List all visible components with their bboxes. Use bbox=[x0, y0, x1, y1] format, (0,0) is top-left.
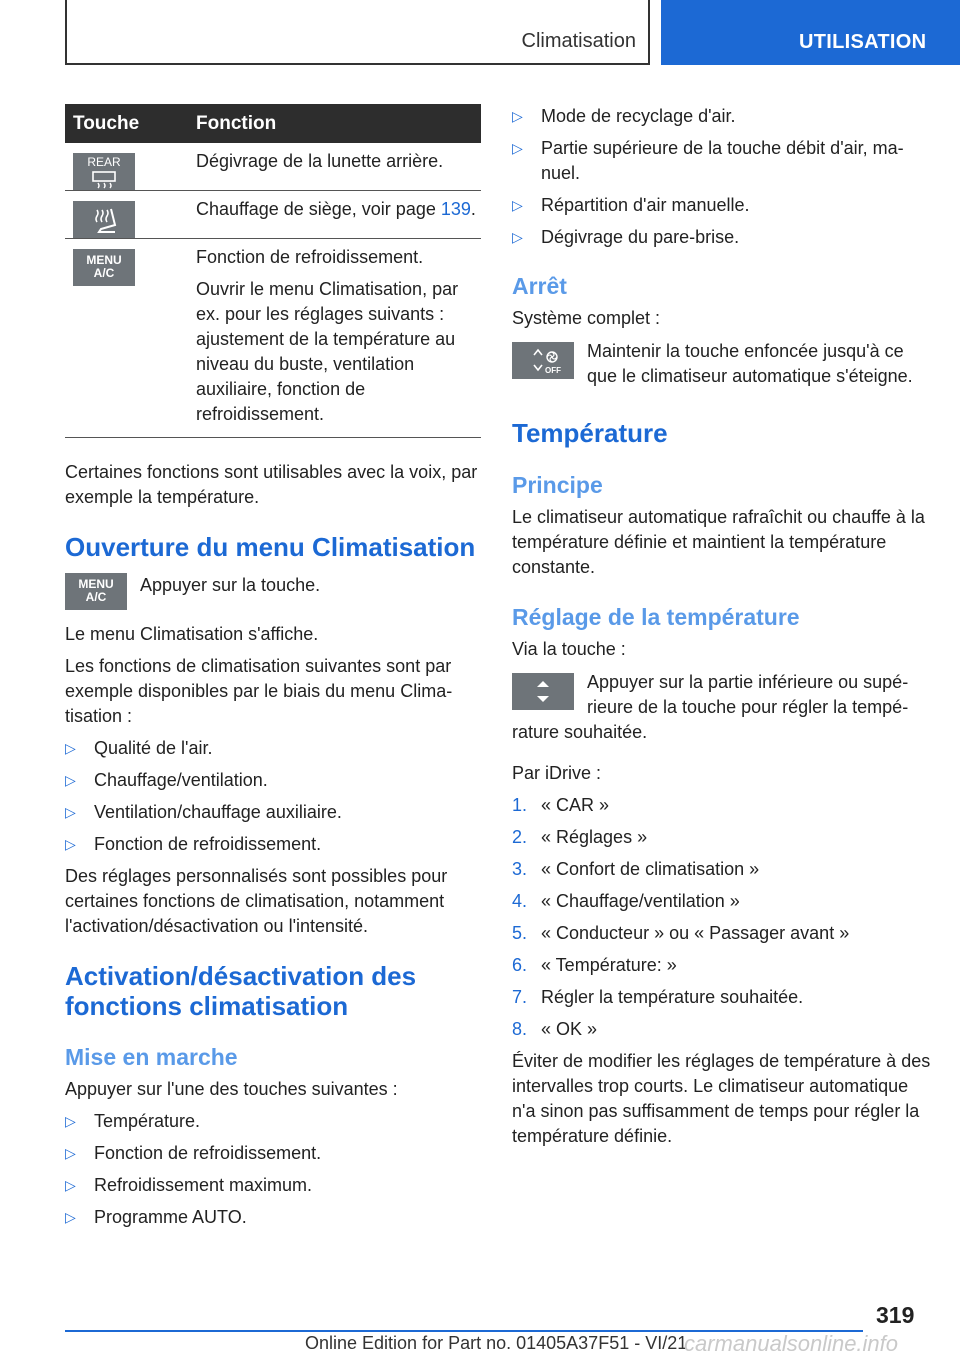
key-label: A/C bbox=[85, 590, 107, 604]
triangle-bullet-icon: ▷ bbox=[512, 197, 523, 213]
triangle-bullet-icon: ▷ bbox=[512, 108, 523, 124]
edition-note: Online Edition for Part no. 01405A37F51 - VI/21 bbox=[305, 1333, 688, 1353]
step-number: 2. bbox=[512, 827, 528, 847]
heading-switch-on: Mise en marche bbox=[65, 1044, 238, 1070]
list-item: 5. « Conducteur » ou « Passager avant » bbox=[512, 921, 932, 946]
voice-note: Certaines fonctions sont utilisables avec la voix, par exemple la température. bbox=[65, 462, 478, 507]
open-menu-text: Appuyer sur la touche. bbox=[140, 575, 321, 595]
table-header-row bbox=[65, 104, 481, 143]
triangle-bullet-icon: ▷ bbox=[65, 1209, 76, 1225]
switch-on-list bbox=[65, 1109, 481, 1230]
avoid-frequent-changes-text: Éviter de modifier les réglages de température à des intervalles trop courts. Le climatiseur automatique n'a sinon pas suffisamment de temps pour régler la température définie. bbox=[512, 1051, 931, 1146]
list-item: 8. « OK » bbox=[512, 1017, 932, 1042]
triangle-bullet-icon: ▷ bbox=[65, 772, 76, 788]
principle-text: Le climatiseur automatique rafraîchit ou chauffe à la température définie et maintient la température constante. bbox=[512, 507, 925, 577]
list-item: ▷ Répartition d'air manuelle. bbox=[512, 193, 932, 218]
heading-temperature-setting: Réglage de la température bbox=[512, 604, 800, 630]
list-item: ▷ Mode de recyclage d'air. bbox=[512, 104, 932, 129]
fan-off-icon bbox=[512, 342, 574, 379]
list-item: ▷ Qualité de l'air. bbox=[65, 736, 481, 761]
page-number: 319 bbox=[876, 1302, 915, 1328]
function-text: Chauffage de siège, voir page 139. bbox=[196, 199, 476, 219]
list-item: ▷ Température. bbox=[65, 1109, 481, 1134]
function-text: Dégivrage de la lunette arrière. bbox=[196, 151, 444, 171]
switch-on-list-continued bbox=[512, 104, 932, 250]
heading-open-menu: Ouverture du menu Climatisation bbox=[65, 532, 476, 562]
table-row bbox=[65, 191, 481, 239]
running-header-chapter bbox=[661, 0, 960, 65]
switch-off-instruction bbox=[512, 339, 932, 389]
open-menu-instruction bbox=[65, 573, 481, 614]
heading-activation: Activation/désactivation des fonctions climatisation bbox=[65, 961, 417, 1021]
triangle-bullet-icon: ▷ bbox=[65, 740, 76, 756]
step-number: 5. bbox=[512, 923, 528, 943]
step-number: 4. bbox=[512, 891, 528, 911]
key-label: MENU bbox=[78, 577, 114, 591]
via-idrive-text: Par iDrive : bbox=[512, 763, 602, 783]
key-label: MENU bbox=[86, 253, 122, 267]
functions-intro: Les fonctions de climatisation suivantes sont par exemple disponibles par le biais du menu Climatisation : bbox=[65, 656, 453, 726]
watermark: carmanualsonline.info bbox=[684, 1331, 899, 1356]
menu-shown-text: Le menu Climatisation s'affiche. bbox=[65, 624, 319, 644]
list-item: 1. « CAR » bbox=[512, 793, 932, 818]
table-row bbox=[65, 143, 481, 191]
triangle-bullet-icon: ▷ bbox=[65, 804, 76, 820]
list-item: ▷ Dégivrage du pare-brise. bbox=[512, 225, 932, 250]
list-item: 2. « Réglages » bbox=[512, 825, 932, 850]
running-header-section bbox=[65, 0, 650, 65]
key-label: A/C bbox=[93, 266, 115, 280]
list-item: 7. Régler la température souhaitée. bbox=[512, 985, 932, 1010]
temperature-key-instruction bbox=[512, 670, 932, 745]
switch-on-intro: Appuyer sur l'une des touches suivantes : bbox=[65, 1079, 398, 1099]
triangle-bullet-icon: ▷ bbox=[65, 1145, 76, 1161]
switch-off-intro: Système complet : bbox=[512, 308, 661, 328]
triangle-bullet-icon: ▷ bbox=[65, 836, 76, 852]
step-number: 6. bbox=[512, 955, 528, 975]
list-item: ▷ Chauffage/ventilation. bbox=[65, 768, 481, 793]
list-item: ▷ Partie supérieure de la touche débit d'air, manuel. bbox=[512, 138, 904, 183]
section-title: Climatisation bbox=[521, 30, 636, 52]
column-header-function: Fonction bbox=[188, 104, 481, 143]
list-item: 4. « Chauffage/ventilation » bbox=[512, 889, 932, 914]
list-item: ▷ Fonction de refroidissement. bbox=[65, 1141, 481, 1166]
triangle-bullet-icon: ▷ bbox=[65, 1177, 76, 1193]
switch-off-text: Maintenir la touche enfoncée jusqu'à ce que le climatiseur automatique s'éteigne. bbox=[587, 341, 913, 386]
list-item: ▷ Fonction de refroidissement. bbox=[65, 832, 481, 857]
page-link[interactable]: 139 bbox=[440, 199, 471, 219]
step-number: 7. bbox=[512, 987, 528, 1007]
heading-principle: Principe bbox=[512, 472, 603, 498]
chapter-title: UTILISATION bbox=[799, 31, 927, 53]
seat-heating-icon bbox=[73, 201, 135, 238]
key-label: OFF bbox=[545, 366, 561, 375]
step-number: 8. bbox=[512, 1019, 528, 1039]
list-item: 3. « Confort de climatisation » bbox=[512, 857, 932, 882]
function-text: Fonction de refroidissement. bbox=[196, 247, 424, 267]
heading-temperature: Température bbox=[512, 418, 668, 448]
left-column bbox=[65, 104, 481, 1230]
list-item: ▷ Ventilation/chauffage auxiliaire. bbox=[65, 800, 481, 825]
column-header-key: Touche bbox=[65, 104, 188, 143]
step-number: 3. bbox=[512, 859, 528, 879]
via-key-text: Via la touche : bbox=[512, 639, 626, 659]
triangle-bullet-icon: ▷ bbox=[65, 1113, 76, 1129]
list-item: ▷ Programme AUTO. bbox=[65, 1205, 481, 1230]
menu-ac-icon bbox=[73, 249, 135, 286]
step-number: 1. bbox=[512, 795, 528, 815]
triangle-bullet-icon: ▷ bbox=[512, 229, 523, 245]
triangle-bullet-icon: ▷ bbox=[512, 140, 523, 156]
menu-ac-icon bbox=[65, 573, 127, 610]
function-text: Ouvrir le menu Climatisation, par ex. pour les réglages suivants : ajustement de la température au niveau du buste, ventilation auxiliaire, fonction de refroidissement. bbox=[196, 279, 459, 424]
right-column bbox=[512, 104, 932, 1149]
list-item: 6. « Température: » bbox=[512, 953, 932, 978]
table-row bbox=[65, 239, 481, 438]
heading-switch-off: Arrêt bbox=[512, 273, 567, 299]
key-function-table bbox=[65, 104, 481, 438]
temperature-up-down-icon bbox=[512, 673, 574, 710]
personal-settings-text: Des réglages personnalisés sont possibles pour certaines fonctions de climatisation, notamment l'activation/désactivation ou l'intensité. bbox=[65, 866, 448, 936]
temperature-key-text: Appuyer sur la partie inférieure ou supérieure de la touche pour régler la température souhaitée. bbox=[512, 672, 909, 742]
list-item: ▷ Refroidissement maximum. bbox=[65, 1173, 481, 1198]
functions-list bbox=[65, 736, 481, 857]
rear-defrost-icon bbox=[73, 153, 135, 190]
key-label: REAR bbox=[87, 155, 121, 169]
idrive-steps bbox=[512, 793, 932, 1042]
